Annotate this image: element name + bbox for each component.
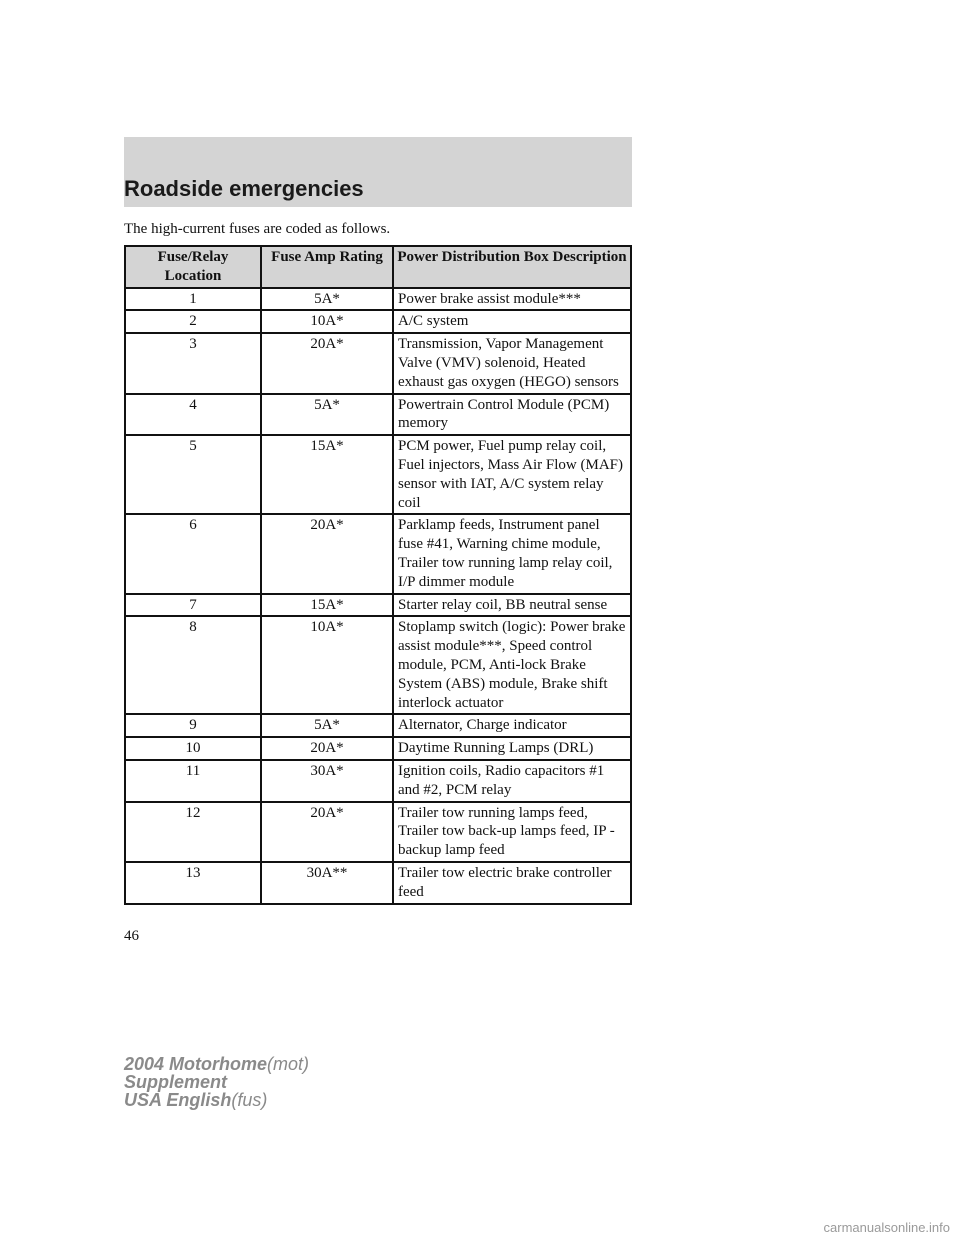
table-row	[125, 737, 631, 760]
footer-language-code: (fus)	[231, 1090, 268, 1110]
fuse-location-cell: 9	[125, 714, 261, 737]
fuse-location-cell: 5	[125, 435, 261, 514]
fuse-location-cell: 7	[125, 594, 261, 617]
table-header-row	[125, 246, 631, 288]
header-amp-rating: Fuse Amp Rating	[261, 246, 393, 288]
footer-language: USA English	[124, 1090, 232, 1110]
fuse-description-cell: Alternator, Charge indicator	[393, 714, 631, 737]
page-number: 46	[124, 928, 139, 944]
footer-model-code: (mot)	[267, 1054, 310, 1074]
watermark: carmanualsonline.info	[823, 1220, 950, 1235]
fuse-description-cell: Stoplamp switch (logic): Power brake assist module***, Speed control module, PCM, Anti-lock Brake System (ABS) module, Brake shift interlock actuator	[393, 616, 631, 714]
table-row	[125, 333, 631, 393]
table-row	[125, 288, 631, 311]
intro-text: The high-current fuses are coded as follows.	[124, 221, 391, 237]
fuse-amp-cell: 5A*	[261, 288, 393, 311]
fuse-amp-cell: 10A*	[261, 616, 393, 714]
fuse-location-cell: 13	[125, 862, 261, 904]
fuse-location-cell: 11	[125, 760, 261, 802]
fuse-location-cell: 1	[125, 288, 261, 311]
header-location: Fuse/Relay Location	[125, 246, 261, 288]
fuse-amp-cell: 30A*	[261, 760, 393, 802]
fuse-description-cell: Powertrain Control Module (PCM) memory	[393, 394, 631, 436]
fuse-location-cell: 4	[125, 394, 261, 436]
table-row	[125, 435, 631, 514]
fuse-amp-cell: 10A*	[261, 310, 393, 333]
fuse-amp-cell: 15A*	[261, 435, 393, 514]
fuse-description-cell: Power brake assist module***	[393, 288, 631, 311]
table-row	[125, 394, 631, 436]
table-row	[125, 514, 631, 593]
fuse-amp-cell: 20A*	[261, 802, 393, 862]
fuse-amp-cell: 20A*	[261, 737, 393, 760]
table-row	[125, 310, 631, 333]
fuse-location-cell: 6	[125, 514, 261, 593]
fuse-location-cell: 12	[125, 802, 261, 862]
fuse-description-cell: Parklamp feeds, Instrument panel fuse #41, Warning chime module, Trailer tow running lamp relay coil, I/P dimmer module	[393, 514, 631, 593]
footer-model: 2004 Motorhome	[124, 1054, 268, 1074]
table-row	[125, 594, 631, 617]
footer-supplement: Supplement	[124, 1072, 228, 1092]
fuse-amp-cell: 20A*	[261, 514, 393, 593]
table-row	[125, 802, 631, 862]
fuse-description-cell: Starter relay coil, BB neutral sense	[393, 594, 631, 617]
fuse-location-cell: 2	[125, 310, 261, 333]
fuse-location-cell: 8	[125, 616, 261, 714]
document-footer	[124, 1055, 309, 1109]
table-row	[125, 760, 631, 802]
fuse-description-cell: Daytime Running Lamps (DRL)	[393, 737, 631, 760]
fuse-description-cell: A/C system	[393, 310, 631, 333]
table-row	[125, 616, 631, 714]
fuse-description-cell: Trailer tow running lamps feed, Trailer tow back-up lamps feed, IP - backup lamp feed	[393, 802, 631, 862]
fuse-amp-cell: 5A*	[261, 714, 393, 737]
fuse-amp-cell: 30A**	[261, 862, 393, 904]
section-title: Roadside emergencies	[124, 176, 364, 201]
fuse-amp-cell: 5A*	[261, 394, 393, 436]
table-row	[125, 862, 631, 904]
fuse-location-cell: 10	[125, 737, 261, 760]
header-description: Power Distribution Box Description	[393, 246, 631, 288]
fuse-description-cell: Ignition coils, Radio capacitors #1 and #2, PCM relay	[393, 760, 631, 802]
fuse-amp-cell: 20A*	[261, 333, 393, 393]
fuse-description-cell: Transmission, Vapor Management Valve (VMV) solenoid, Heated exhaust gas oxygen (HEGO) sensors	[393, 333, 631, 393]
fuse-description-cell: Trailer tow electric brake controller feed	[393, 862, 631, 904]
fuse-table	[124, 245, 632, 905]
table-row	[125, 714, 631, 737]
fuse-amp-cell: 15A*	[261, 594, 393, 617]
fuse-location-cell: 3	[125, 333, 261, 393]
fuse-description-cell: PCM power, Fuel pump relay coil, Fuel injectors, Mass Air Flow (MAF) sensor with IAT, A/C system relay coil	[393, 435, 631, 514]
